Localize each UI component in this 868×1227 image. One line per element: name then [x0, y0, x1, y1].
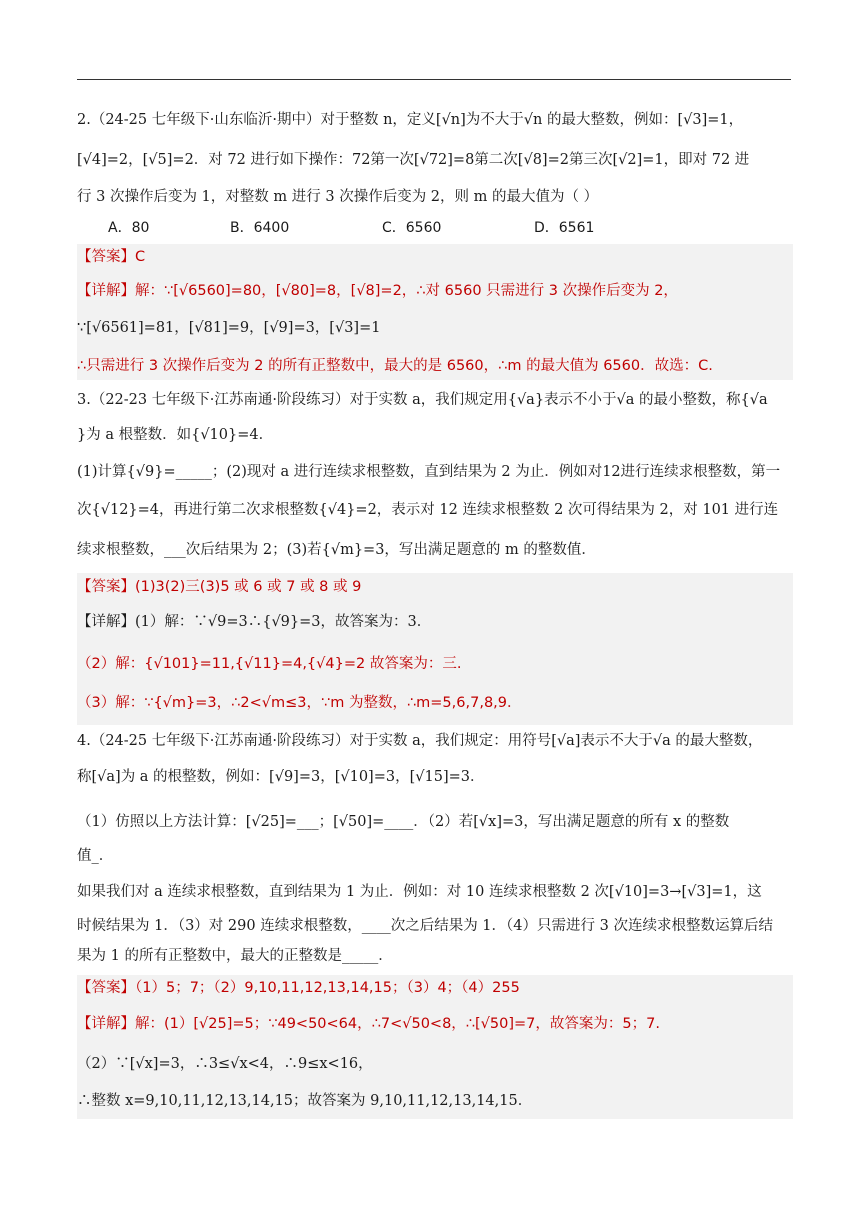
- q4-detail-1: 【详解】解：(1）[√25]=5；∵49<50<64，∴7<√50<8，∴[√50]=7，故答案为：5；7.: [77, 1016, 660, 1032]
- q2-option-d: D．6561: [534, 220, 595, 236]
- q2-option-c: C．6560: [382, 220, 442, 236]
- q3-detail-1: 【详解】(1）解：∵√9=3∴{√9}=3，故答案为：3．: [77, 614, 432, 630]
- q4-answer: 【答案】（1）5；7；（2）9,10,11,12,13,14,15；（3）4；（4）255: [77, 980, 520, 996]
- q3-line-3: (1)计算{√9}=_____；(2)现对 a 进行连续求根整数，直到结果为 2 为止．例如对12进行连续求根整数，第一: [77, 464, 781, 480]
- q2-option-b: B．6400: [230, 220, 290, 236]
- q2-line-3: 行 3 次操作后变为 1，对整数 m 进行 3 次操作后变为 2，则 m 的最大值为（ ）: [77, 189, 599, 205]
- q4-line-4: 值_．: [77, 848, 114, 864]
- q4-line-6: 时候结果为 1．（3）对 290 连续求根整数，____次之后结果为 1．（4）只需进行 3 次连续求根整数运算后结: [77, 918, 773, 934]
- q4-line-5: 如果我们对 a 连续求根整数，直到结果为 1 为止．例如：对 10 连续求根整数 2 次[√10]=3→[√3]=1，这: [77, 884, 762, 900]
- q4-detail-3: ∴整数 x=9,10,11,12,13,14,15；故答案为 9,10,11,12,13,14,15．: [77, 1093, 533, 1109]
- q3-line-1: 3.（22-23 七年级下·江苏南通·阶段练习）对于实数 a，我们规定用{√a}表示不小于√a 的最小整数，称{√a: [77, 392, 768, 408]
- q2-detail-1: 【详解】解：∵[√6560]=80，[√80]=8，[√8]=2，∴对 6560 只需进行 3 次操作后变为 2，: [77, 283, 678, 299]
- q2-detail-3: ∴只需进行 3 次操作后变为 2 的所有正整数中，最大的是 6560，∴m 的最大值为 6560．故选：C.: [77, 358, 713, 374]
- q3-line-5: 续求根整数，___次后结果为 2；(3)若{√m}=3，写出满足题意的 m 的整数值．: [77, 542, 596, 558]
- header-rule: [77, 79, 791, 80]
- q3-detail-3: （3）解：∵{√m}=3，∴2<√m≤3，∵m 为整数，∴m=5,6,7,8,9．: [77, 695, 522, 711]
- q2-answer: 【答案】C: [77, 249, 146, 265]
- q3-detail-2: （2）解：{√101}=11,{√11}=4,{√4}=2 故答案为：三.: [77, 656, 462, 672]
- q2-option-a: A．80: [108, 220, 150, 236]
- q2-line-1: 2.（24-25 七年级下·山东临沂·期中）对于整数 n，定义[√n]为不大于√n 的最大整数，例如：[√3]=1，: [77, 112, 744, 128]
- q4-detail-2: （2）∵[√x]=3，∴3≤√x<4，∴9≤x<16，: [77, 1056, 373, 1072]
- q4-line-3: （1）仿照以上方法计算：[√25]=___；[√50]=____．（2）若[√x]=3，写出满足题意的所有 x 的整数: [77, 814, 730, 830]
- q4-line-1: 4.（24-25 七年级下·江苏南通·阶段练习）对于实数 a，我们规定：用符号[√a]表示不大于√a 的最大整数，: [77, 733, 763, 749]
- q3-line-4: 次{√12}=4，再进行第二次求根整数{√4}=2，表示对 12 连续求根整数 2 次可得结果为 2，对 101 进行连: [77, 502, 779, 518]
- q3-answer: 【答案】(1)3(2)三(3)5 或 6 或 7 或 8 或 9: [77, 579, 362, 595]
- q4-line-7: 果为 1 的所有正整数中，最大的正整数是_____．: [77, 948, 393, 964]
- q2-line-2: [√4]=2，[√5]=2．对 72 进行如下操作：72第一次[√72]=8第二次[√8]=2第三次[√2]=1，即对 72 进: [77, 152, 750, 168]
- q4-line-2: 称[√a]为 a 的根整数，例如：[√9]=3，[√10]=3，[√15]=3．: [77, 769, 485, 785]
- q2-detail-2: ∵[√6561]=81，[√81]=9，[√9]=3，[√3]=1: [77, 320, 381, 336]
- q3-line-2: }为 a 根整数．如{√10}=4．: [77, 427, 274, 443]
